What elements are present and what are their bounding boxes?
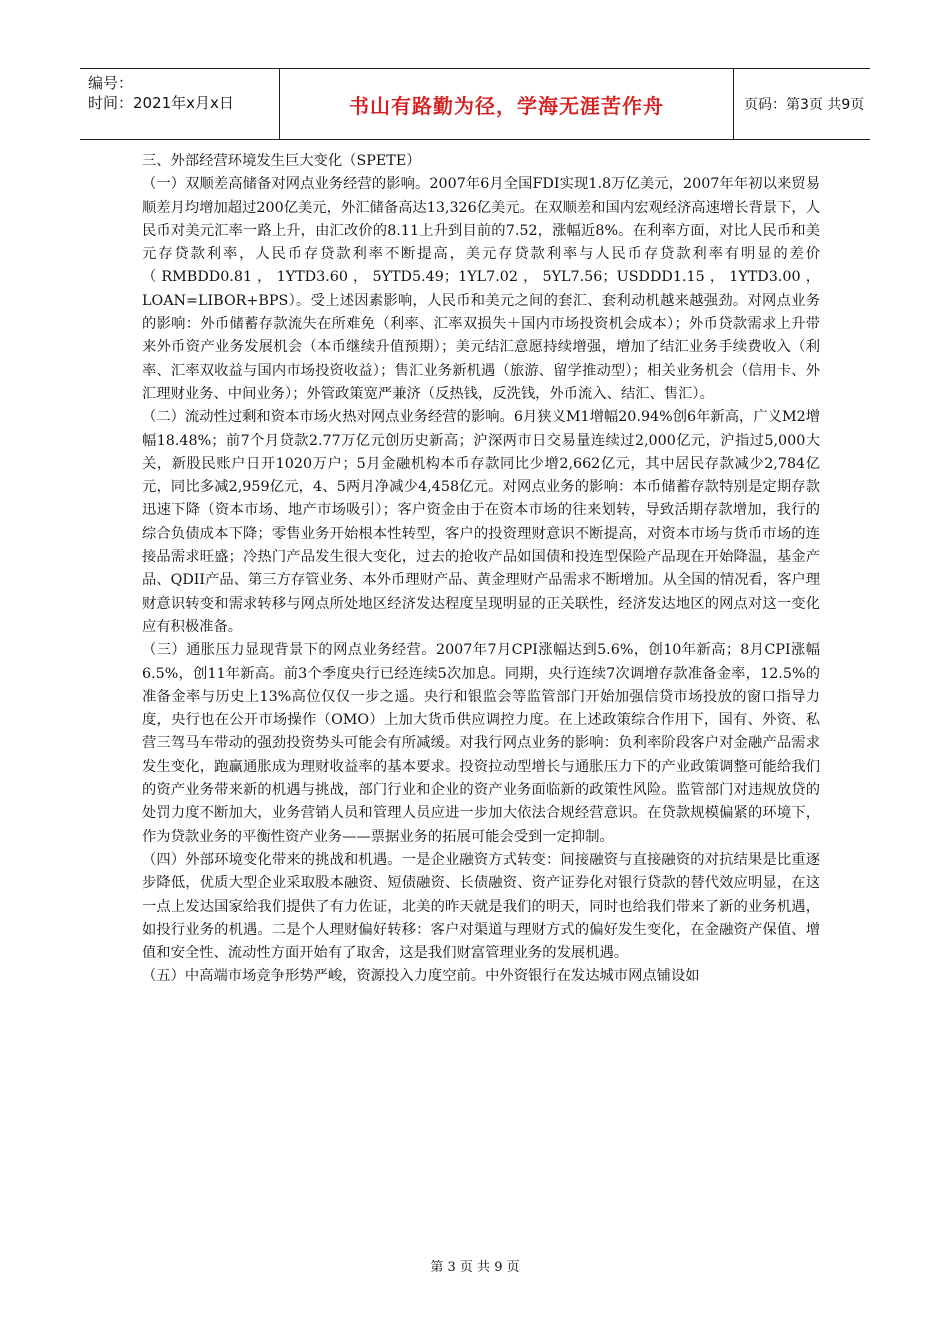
header-motto-cell — [280, 69, 734, 139]
section-heading: 三、外部经营环境发生巨大变化（SPETE） — [142, 153, 421, 169]
document-number-label: 编号： — [88, 74, 134, 92]
document-time-label: 时间：2021年x月x日 — [88, 94, 234, 112]
header-page-cell — [734, 69, 870, 139]
header-motto: 书山有路勤为径，学海无涯苦作舟 — [349, 93, 664, 118]
page-footer: 第 3 页 共 9 页 — [430, 1260, 520, 1275]
paragraph-4: （四）外部环境变化带来的挑战和机遇。一是企业融资方式转变：间接融资与直接融资的对抗结果是比重逐步降低，优质大型企业采取股本融资、短债融资、长债融资、资产证券化对银行贷款的替代效应明显，在这一点上发达国家给我们提供了有力佐证，北美的昨天就是我们的明天，同时也给我们带来了新的业务机遇，如投行业务的机遇。二是个人理财偏好转移：客户对渠道与理财方式的偏好发生变化，在金融资产保值、增值和安全性、流动性方面开始有了取舍，这是我们财富管理业务的发展机遇。 — [142, 851, 820, 962]
paragraph-3: （三）通胀压力显现背景下的网点业务经营。2007年7月CPI涨幅达到5.6%，创10年新高；8月CPI涨幅6.5%，创11年新高。前3个季度央行已经连续5次加息。同期，央行连续7次调增存款准备金率，12.5%的准备金率与历史上13%高位仅仅一步之遥。央行和银监会等监管部门开始加强信贷市场投放的窗口指导力度，央行也在公开市场操作（OMO）上加大货币供应调控力度。在上述政策综合作用下，国有、外资、私营三驾马车带动的强劲投资势头可能会有所减缓。对我行网点业务的影响：负利率阶段客户对金融产品需求发生变化，跑赢通胀成为理财收益率的基本要求。投资拉动型增长与通胀压力下的产业政策调整可能给我们的资产业务带来新的机遇与挑战，部门行业和企业的资产业务面临新的政策性风险。监管部门对违规放贷的处罚力度不断加大，业务营销人员和管理人员应进一步加大依法合规经营意识。在贷款规模偏紧的环境下，作为贷款业务的平衡性资产业务——票据业务的拓展可能会受到一定抑制。 — [142, 642, 820, 845]
header-meta — [80, 69, 280, 139]
paragraph-1: （一）双顺差高储备对网点业务经营的影响。2007年6月全国FDI实现1.8万亿美元，2007年年初以来贸易顺差月均增加超过200亿美元，外汇储备高达13,326亿美元。在双顺差和国内宏观经济高速增长背景下，人民币对美元汇率一路上升，由汇改价的8.11上升到目前的7.52，涨幅近8%。在利率方面，对比人民币和美元存贷款利率，人民币存贷款利率不断提高，美元存贷款利率与人民币存贷款利率有明显的差价（RMBDD0.81，1YTD3.60，5YTD5.49；1YL7.02，5YL7.56；USDDD1.15，1YTD3.00，LOAN=LIBOR+BPS）。受上述因素影响，人民币和美元之间的套汇、套利动机越来越强劲。对网点业务的影响：外币储蓄存款流失在所难免（利率、汇率双损失＋国内市场投资机会成本）；外币贷款需求上升带来外币资产业务发展机会（本币继续升值预期）；美元结汇意愿持续增强，增加了结汇业务手续费收入（利率、汇率双收益与国内市场投资收益）；售汇业务新机遇（旅游、留学推动型）；相关业务机会（信用卡、外汇理财业务、中间业务）；外管政策宽严兼济（反热钱，反洗钱，外币流入、结汇、售汇）。 — [142, 176, 820, 402]
document-body — [142, 150, 820, 989]
page-header — [80, 68, 870, 140]
paragraph-2: （二）流动性过剩和资本市场火热对网点业务经营的影响。6月狭义M1增幅20.94%创6年新高，广义M2增幅18.48%；前7个月贷款2.77万亿元创历史新高；沪深两市日交易量连续过2,000亿元，沪指过5,000大关，新股民账户日开1020万户；5月金融机构本币存款同比少增2,662亿元，其中居民存款减少2,784亿元，同比多减2,959亿元，4、5两月净减少4,458亿元。对网点业务的影响：本币储蓄存款特别是定期存款迅速下降（资本市场、地产市场吸引）；客户资金由于在资本市场的往来划转，导致活期存款增加，我行的综合负债成本下降；零售业务开始根本性转型，客户的投资理财意识不断提高，对资本市场与货币市场的连接品需求旺盛；冷热门产品发生很大变化，过去的抢收产品如国债和投连型保险产品现在开始降温，基金产品、QDII产品、第三方存管业务、本外币理财产品、黄金理财产品需求不断增加。从全国的情况看，客户理财意识转变和需求转移与网点所处地区经济发达程度呈现明显的正关联性，经济发达地区的网点对这一变化应有积极准备。 — [142, 409, 820, 635]
paragraph-5: （五）中高端市场竞争形势严峻，资源投入力度空前。中外资银行在发达城市网点铺设如 — [142, 968, 700, 985]
header-page-number: 页码：第3页 共9页 — [744, 97, 865, 113]
